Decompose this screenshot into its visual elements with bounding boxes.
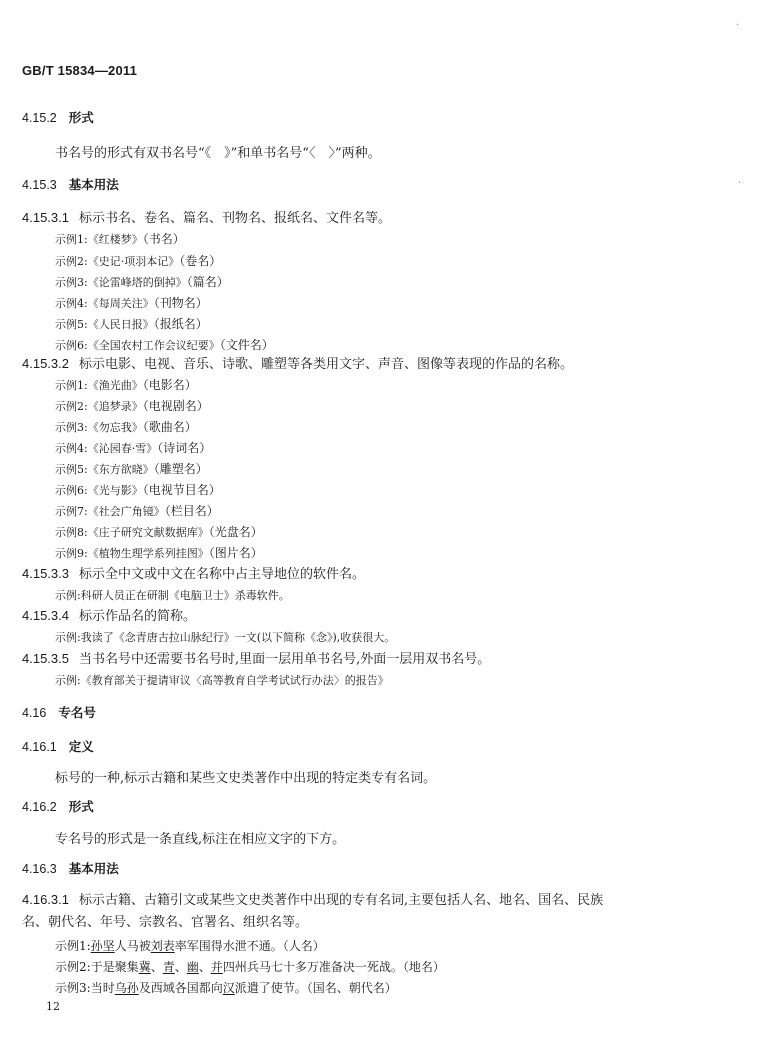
- section-number: 4.16.1: [22, 740, 57, 754]
- example-line: 示例3:《勿忘我》（歌曲名）: [55, 420, 197, 434]
- clause-4-15-3-1: [22, 207, 391, 226]
- page-number: 12: [46, 1000, 60, 1013]
- scan-speck: ·: [738, 178, 742, 189]
- example-line: 示例8:《庄子研究文献数据库》（光盘名）: [55, 525, 263, 539]
- section-heading-4-16-1: [22, 737, 94, 755]
- scan-speck: ·: [736, 20, 740, 31]
- clause-text: 标示全中文或中文在名称中占主导地位的软件名。: [79, 567, 366, 582]
- clause-text-continued: 名、朝代名、年号、宗教名、官署名、组织名等。: [22, 915, 309, 930]
- section-title: 形式: [68, 799, 94, 814]
- section-heading-4-15-2: [22, 108, 94, 126]
- section-title: 定义: [68, 739, 94, 754]
- standard-number: GB/T 15834—2011: [22, 63, 138, 78]
- clause-text: 标示古籍、古籍引文或某些文史类著作中出现的专有名词,主要包括人名、地名、国名、民族: [79, 893, 604, 908]
- example-line: 示例9:《植物生理学系列挂图》（图片名）: [55, 546, 263, 560]
- example-line: 示例1:《渔光曲》（电影名）: [55, 378, 197, 392]
- clause-text: 标示电影、电视、音乐、诗歌、雕塑等各类用文字、声音、图像等表现的作品的名称。: [79, 357, 574, 372]
- section-number: 4.16.2: [22, 800, 57, 814]
- section-title: 形式: [68, 110, 94, 125]
- example-line: 示例5:《人民日报》（报纸名）: [55, 317, 208, 331]
- clause-4-15-3-3: [22, 563, 365, 582]
- section-heading-4-16-2: [22, 797, 94, 815]
- clause-text: 标示作品名的简称。: [79, 609, 197, 624]
- example-line: 示例2:于是聚集冀、青、幽、并四州兵马七十多万准备决一死战。（地名）: [55, 960, 445, 974]
- section-number: 4.16.3: [22, 862, 57, 876]
- example-line: 示例:我读了《念青唐古拉山脉纪行》一文(以下简称《念》),收获很大。: [55, 631, 396, 644]
- section-heading-4-15-3: [22, 175, 119, 193]
- clause-number: 4.15.3.4: [22, 608, 69, 623]
- clause-text: 当书名号中还需要书名号时,里面一层用单书名号,外面一层用双书名号。: [79, 652, 491, 667]
- clause-4-15-3-4: [22, 605, 196, 624]
- proper-name-mark: 并: [210, 960, 223, 974]
- proper-name-mark: 孙坚: [90, 939, 115, 953]
- paragraph-4-16-1: 标号的一种,标示古籍和某些文史类著作中出现的特定类专有名词。: [55, 771, 437, 786]
- proper-name-mark: 乌孙: [114, 981, 139, 995]
- section-title: 基本用法: [68, 177, 119, 192]
- section-title: 基本用法: [68, 861, 119, 876]
- example-line: 示例2:《追梦录》（电视剧名）: [55, 399, 209, 413]
- section-title: 专名号: [58, 705, 96, 720]
- clause-number: 4.15.3.5: [22, 651, 69, 666]
- clause-4-15-3-5: [22, 648, 490, 667]
- example-line: 示例:《教育部关于提请审议〈高等教育自学考试试行办法〉的报告》: [55, 674, 389, 687]
- example-line: 示例2:《史记·项羽本记》（卷名）: [55, 254, 222, 268]
- clause-number: 4.16.3.1: [22, 892, 69, 907]
- example-line: 示例1:孙坚人马被刘表率军围得水泄不通。（人名）: [55, 939, 325, 953]
- proper-name-mark: 汉: [222, 981, 235, 995]
- paragraph-4-15-2: 书名号的形式有双书名号“《 》”和单书名号“〈 〉”两种。: [55, 146, 381, 161]
- clause-4-15-3-2: [22, 353, 573, 372]
- example-line: 示例5:《东方欲晓》（雕塑名）: [55, 462, 208, 476]
- section-number: 4.15.3: [22, 178, 57, 192]
- example-line: 示例4:《每周关注》（刊物名）: [55, 296, 208, 310]
- example-line: 示例1:《红楼梦》（书名）: [55, 232, 185, 246]
- example-line: 示例3:当时乌孙及西域各国都向汉派遣了使节。（国名、朝代名）: [55, 981, 397, 995]
- section-number: 4.15.2: [22, 111, 57, 125]
- example-line: 示例6:《全国农村工作会议纪要》（文件名）: [55, 338, 274, 352]
- example-line: 示例3:《论雷峰塔的倒掉》（篇名）: [55, 275, 229, 289]
- paragraph-4-16-2: 专名号的形式是一条直线,标注在相应文字的下方。: [55, 832, 346, 847]
- clause-text: 标示书名、卷名、篇名、刊物名、报纸名、文件名等。: [79, 211, 392, 226]
- proper-name-mark: 幽: [186, 960, 199, 974]
- clause-4-16-3-1: [22, 889, 603, 908]
- clause-number: 4.15.3.3: [22, 566, 69, 581]
- example-line: 示例:科研人员正在研制《电脑卫士》杀毒软件。: [55, 589, 290, 602]
- clause-number: 4.15.3.2: [22, 356, 69, 371]
- example-line: 示例4:《沁园春·雪》（诗词名）: [55, 441, 212, 455]
- example-line: 示例7:《社会广角镜》（栏目名）: [55, 504, 219, 518]
- proper-name-mark: 刘表: [150, 939, 175, 953]
- clause-number: 4.15.3.1: [22, 210, 69, 225]
- section-heading-4-16-3: [22, 859, 119, 877]
- example-line: 示例6:《光与影》（电视节目名）: [55, 483, 221, 497]
- section-heading-4-16: [22, 703, 96, 721]
- section-number: 4.16: [22, 706, 47, 720]
- proper-name-mark: 青: [162, 960, 175, 974]
- proper-name-mark: 冀: [138, 960, 151, 974]
